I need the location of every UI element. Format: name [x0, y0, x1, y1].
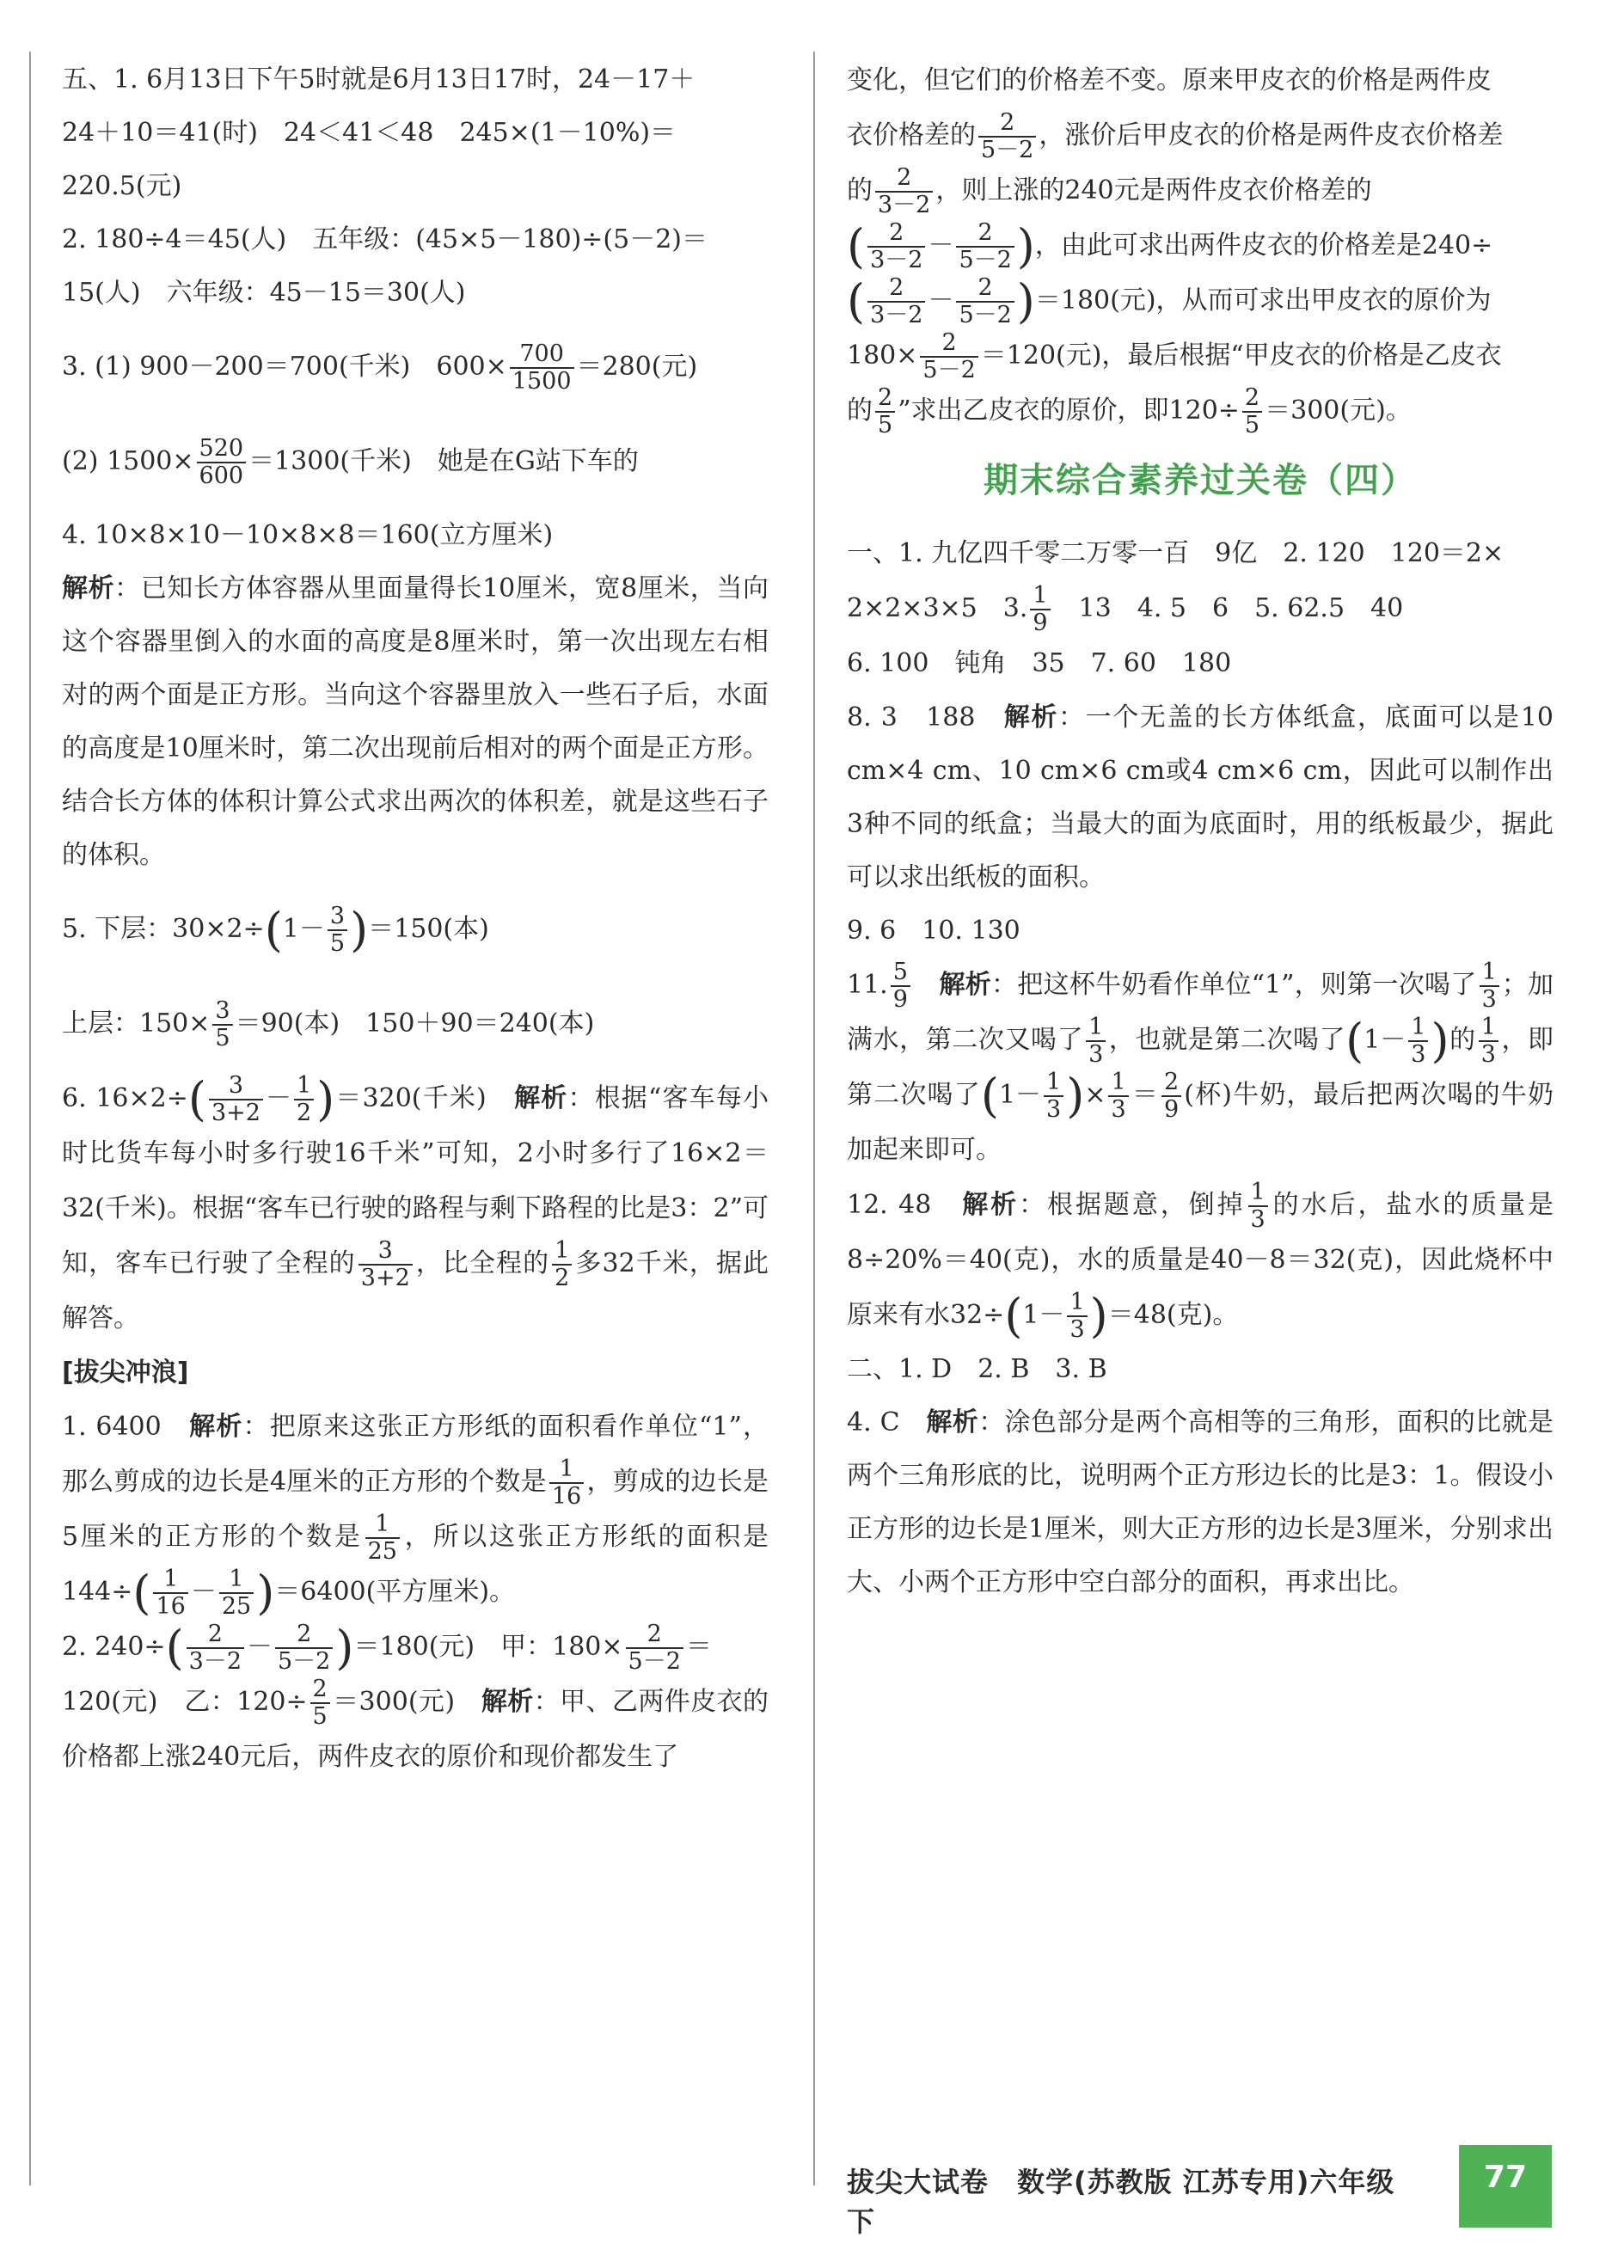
section-bracket-heading: [拔尖冲浪] — [62, 1358, 189, 1388]
answer-5-1: 五、1. 6月13日下午5时就是6月13日17时，24－17＋ 24＋10＝41(时) 24＜41＜48 245×(1－10%)＝ 220.5(元) — [62, 64, 696, 201]
bonus-answer-1: 1. 6400 解析：把原来这张正方形纸的面积看作单位“1”，那么剪成的边长是4厘米的正方形的个数是 $\frac{1}{16}$ ，剪成的边长是5厘米的正方形的个数是 $\frac{1}{25}$ ，所以这张正方形纸的面积是144÷( $\frac{1}{16}$ － $\frac{1}{25}$ )＝6400(平方厘米)。 — [62, 1412, 769, 1620]
answer-2: 2. 180÷4＝45(人) 五年级：(45×5－180)÷(5－2)＝ 15(人) 六年级：45－15＝30(人) — [62, 224, 708, 308]
left-rule — [29, 52, 31, 2185]
final-answer-1: 一、1. 九亿四千零二万零一百 9亿 2. 120 120＝2× 2×2×3×5 3. $\frac{1}{9}$ 13 4. 5 6 5. 62.5 40 6. 100 钝角 35 7. 60 180 — [847, 538, 1504, 678]
answer-3-1: 3. (1) 900－200＝700(千米) 600× $\frac{700}{1500}$ ＝280(元) — [62, 340, 698, 395]
page-footer — [847, 2145, 1552, 2238]
answer-5-upper: 上层：150× $\frac{3}{5}$ ＝90(本) 150＋90＝240(本) — [62, 997, 595, 1051]
fraction: $\frac{700}{1500}$ — [510, 341, 574, 394]
answer-3-2: (2) 1500× $\frac{520}{600}$ ＝1300(千米) 她是在G站下车的 — [62, 435, 639, 489]
left-column — [62, 53, 769, 1785]
final-answer-8: 8. 3 188 解析：一个无盖的长方体纸盒，底面可以是10 cm×4 cm、10 cm×6 cm或4 cm×6 cm，因此可以制作出3种不同的纸盒；当最大的面为底面时，用的纸板最少，据此可以求出纸板的面积。 — [847, 702, 1554, 892]
answer-5-lower: 5. 下层：30×2÷(1－ $\frac{3}{5}$ )＝150(本) — [62, 903, 489, 957]
right-column — [847, 53, 1554, 1609]
section-title: 期末综合素养过关卷（四） — [984, 461, 1417, 500]
final-answer-11: 11. $\frac{5}{9}$ 解析：把这杯牛奶看作单位“1”，则第一次喝了 $\frac{1}{3}$ ；加满水，第二次又喝了 $\frac{1}{3}$ ，也就是第二次喝了(1－ $\frac{1}{3}$ )的 $\frac{1}{3}$ ，即第二次喝了(1－ $\frac{1}{3}$ )× $\frac{1}{3}$ ＝ $\frac{2}{9}$ (杯)牛奶，最后把两次喝的牛奶加起来即可。 — [847, 959, 1554, 1165]
fraction: $\frac{520}{600}$ — [197, 436, 247, 488]
final-answer-2: 二、1. D 2. B 3. B 4. C 解析：涂色部分是两个高相等的三角形，面积的比就是两个三角形底的比，说明两个正方形边长的比是3：1。假设小正方形的边长是1厘米，则大正方形的边长是3厘米，分别求出大、小两个正方形中空白部分的面积，再求出比。 — [847, 1354, 1554, 1597]
center-rule — [813, 52, 815, 2185]
final-answer-12: 12. 48 解析：根据题意，倒掉 $\frac{1}{3}$ 的水后，盐水的质量是8÷20%＝40(克)，水的质量是40－8＝32(克)，因此烧杯中原来有水32÷(1－ $\frac{1}{3}$ )＝48(克)。 — [847, 1179, 1554, 1343]
final-answer-9: 9. 6 10. 130 — [847, 916, 1020, 946]
answer-4: 4. 10×8×10－10×8×8＝160(立方厘米) 解析：已知长方体容器从里面量得长10厘米，宽8厘米，当向这个容器里倒入的水面的高度是8厘米时，第一次出现左右相对的两个面是正方形。当向这个容器里放入一些石子后，水面的高度是10厘米时，第二次出现前后相对的两个面是正方形。结合长方体的体积计算公式求出两次的体积差，就是这些石子的体积。 — [62, 520, 769, 870]
bonus-answer-2: 2. 240÷( $\frac{2}{3-2}$ － $\frac{2}{5-2}$ )＝180(元) 甲：180× $\frac{2}{5-2}$ ＝ 120(元) 乙：120÷ $\frac{2}{5}$ ＝300(元) 解析：甲、乙两件皮衣的价格都上涨240元后，两件皮衣的原价和现价都发生了 — [62, 1621, 769, 1772]
bonus-answer-2-cont: 变化，但它们的价格差不变。原来甲皮衣的价格是两件皮 衣价格差的 $\frac{2}{5-2}$ ，涨价后甲皮衣的价格是两件皮衣价格差 的 $\frac{2}{3-2}$ ，则上涨的240元是两件皮衣价格差的 ( $\frac{2}{3-2}$ － $\frac{2}{5-2}$ )，由此可求出两件皮衣的价格差是240÷ ( $\frac{2}{3-2}$ － $\frac{2}{5-2}$ )＝180(元)，从而可求出甲皮衣的原价为 180× $\frac{2}{5-2}$ ＝120(元)，最后根据“甲皮衣的价格是乙皮衣 的 $\frac{2}{5}$ ”求出乙皮衣的原价，即120÷ $\frac{2}{5}$ ＝300(元)。 — [847, 65, 1504, 438]
book-title: 拔尖大试卷 数学(苏教版 江苏专用)六年级下 — [847, 2166, 1395, 2238]
page-number: 77 — [1459, 2145, 1552, 2228]
answer-6: 6. 16×2÷( $\frac{3}{3+2}$ － $\frac{1}{2}$ )＝320(千米) 解析：根据“客车每小时比货车每小时多行驶16千米”可知，2小时多行了16×2＝32(千米)。根据“客车已行驶的路程与剩下路程的比是3：2”可知，客车已行驶了全程的 $\frac{3}{3+2}$ ，比全程的 $\frac{1}{2}$ 多32千米，据此解答。 — [62, 1072, 769, 1333]
